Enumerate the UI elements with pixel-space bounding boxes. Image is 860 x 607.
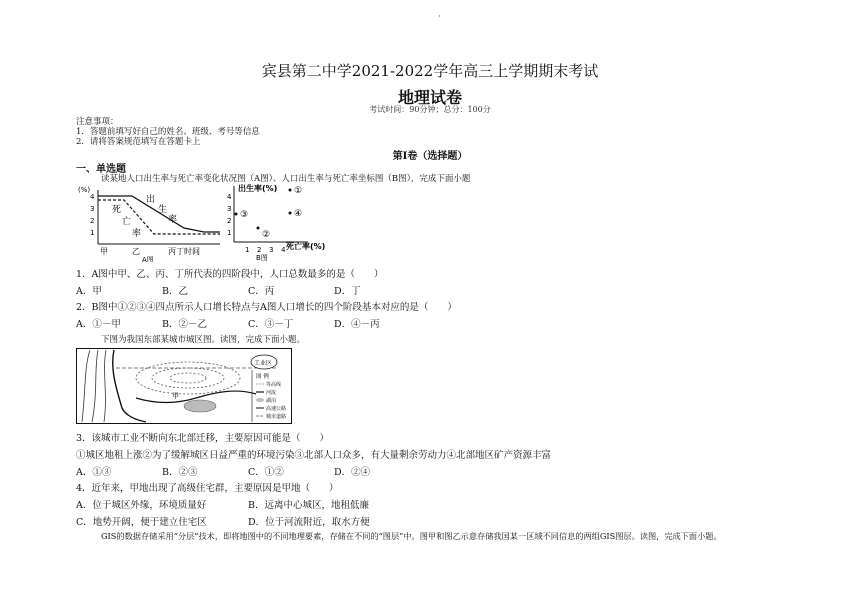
figure-b xyxy=(224,182,339,262)
q4-option-d: D．位于河流附近，取水方便 xyxy=(248,517,370,528)
figure-a-tick: 1 xyxy=(90,229,95,237)
q3-option-d: D．②④ xyxy=(334,467,371,478)
figure-b-xlabel: 死亡率(%) xyxy=(286,242,326,251)
note-item-2: 2．请将答案规范填写在答题卡上 xyxy=(76,137,201,147)
point-2-dot xyxy=(257,227,260,230)
exam-title: 宾县第二中学2021-2022学年高三上学期期末考试 xyxy=(261,62,599,80)
question-2: 2．B图中①②③④四点所示人口增长特点与A图人口增长的四个阶段基本对应的是（ ） xyxy=(76,302,457,313)
figure-b-ytick: 1 xyxy=(227,229,232,237)
note-item-1: 1．答题前填写好自己的姓名、班级、考号等信息 xyxy=(76,127,260,137)
point-4-label: ④ xyxy=(294,209,303,219)
legend-item: 湖泊 xyxy=(266,398,277,404)
legend-item: 高速公路 xyxy=(266,406,287,412)
figure-b-caption: B图 xyxy=(256,254,268,262)
figure-a-xlabel: 乙 xyxy=(132,247,140,256)
figure-b-ytick: 3 xyxy=(227,205,232,213)
q3-option-c: C．①② xyxy=(248,467,284,478)
q3-statements: ①城区地租上涨②为了缓解城区日益严重的环境污染③北部人口众多，有大量剩余劳动力④北部地区矿产资源丰富 xyxy=(76,450,552,461)
figure-a-tick: 4 xyxy=(90,193,95,201)
figure-a-xlabel: 甲 xyxy=(100,247,108,256)
q4-option-c: C．地势开阔，便于建立住宅区 xyxy=(76,517,207,528)
point-1-dot xyxy=(289,189,292,192)
figure-b-ytick: 2 xyxy=(227,217,232,225)
q4-option-b: B．远离中心城区，地租低廉 xyxy=(248,500,369,511)
point-3-label: ③ xyxy=(240,210,249,220)
question-1: 1．A图中甲、乙、丙、丁所代表的四阶段中，人口总数最多的是（ ） xyxy=(76,269,384,280)
figure-b-ytick: 4 xyxy=(227,193,232,201)
death-label: 率 xyxy=(132,229,142,239)
city-map xyxy=(76,348,292,424)
q1-option-a: A．甲 xyxy=(76,286,102,297)
figure-a-xlabel: 丙丁时间 xyxy=(168,247,200,256)
q1-option-d: D．丁 xyxy=(334,286,361,297)
figure-a xyxy=(74,182,224,262)
jia-label: 甲 xyxy=(172,392,179,400)
notes-heading: 注意事项： xyxy=(76,117,119,127)
birth-label: 率 xyxy=(168,215,178,225)
q3-option-a: A．①③ xyxy=(76,467,112,478)
q1-option-b: B．乙 xyxy=(162,286,188,297)
industrial-label: 工业区 xyxy=(254,360,273,367)
point-1-label: ① xyxy=(294,186,303,196)
part-title: 第Ⅰ卷（选择题） xyxy=(392,151,468,162)
q2-option-b: B．②－乙 xyxy=(162,319,207,330)
figure-a-caption: A图 xyxy=(142,256,154,262)
point-3-dot xyxy=(235,213,238,216)
figure-a-ylabel: (%) xyxy=(78,186,91,194)
question-4: 4．近年来，甲地出现了高级住宅群，主要原因是甲地（ ） xyxy=(76,483,339,494)
q2-option-c: C．③－丁 xyxy=(248,319,294,330)
figure-b-xtick: 4 xyxy=(281,246,286,254)
death-label: 亡 xyxy=(122,217,132,227)
death-label: 死 xyxy=(112,205,122,215)
figure-b-xtick: 2 xyxy=(257,246,262,254)
point-4-dot xyxy=(289,212,292,215)
legend-title: 图 例 xyxy=(256,374,269,380)
exam-time-info: 考试时间：90分钟；总分：100分 xyxy=(369,105,491,114)
figure-a-tick: 3 xyxy=(90,205,95,213)
birth-label: 出 xyxy=(146,195,156,205)
figure-b-xtick: 3 xyxy=(269,246,274,254)
birth-label: 生 xyxy=(158,205,168,215)
question-3: 3．该城市工业不断向东北部迁移，主要原因可能是（ ） xyxy=(76,433,330,444)
page-dot: · xyxy=(438,12,441,21)
exam-subject: 地理试卷 xyxy=(397,88,462,107)
point-2-label: ② xyxy=(262,230,271,240)
figure-a-tick: 2 xyxy=(90,217,95,225)
lake xyxy=(184,400,216,412)
legend-item: 河流 xyxy=(266,390,277,396)
figure-b-xtick: 1 xyxy=(245,246,250,254)
q4-option-a: A．位于城区外缘，环境质量好 xyxy=(76,500,207,511)
legend-lake-swatch xyxy=(256,398,264,402)
section-title: 一、单选题 xyxy=(76,164,126,175)
q2-option-d: D．④－丙 xyxy=(334,319,380,330)
q2-option-a: A．①－甲 xyxy=(76,319,121,330)
legend-item: 等高线 xyxy=(266,382,282,388)
figure-b-ylabel: 出生率(%) xyxy=(238,184,278,193)
legend-item: 城市道路 xyxy=(266,414,287,420)
q3-option-b: B．②③ xyxy=(162,467,198,478)
q1-option-c: C．丙 xyxy=(248,286,275,297)
intro-3: GIS的数据存储采用“分层”技术，即将地图中的不同地理要素，存储在不同的“图层”中。图甲和图乙示意存储我国某一区域不同信息的两组GIS图层。读图，完成下面小题。 xyxy=(101,531,722,541)
intro-1: 读某地人口出生率与死亡率变化状况图（A图）、人口出生率与死亡率坐标图（B图），完成下面小题 xyxy=(101,174,471,184)
intro-2: 下图为我国东部某城市城区图。读图，完成下面小题。 xyxy=(101,335,306,345)
